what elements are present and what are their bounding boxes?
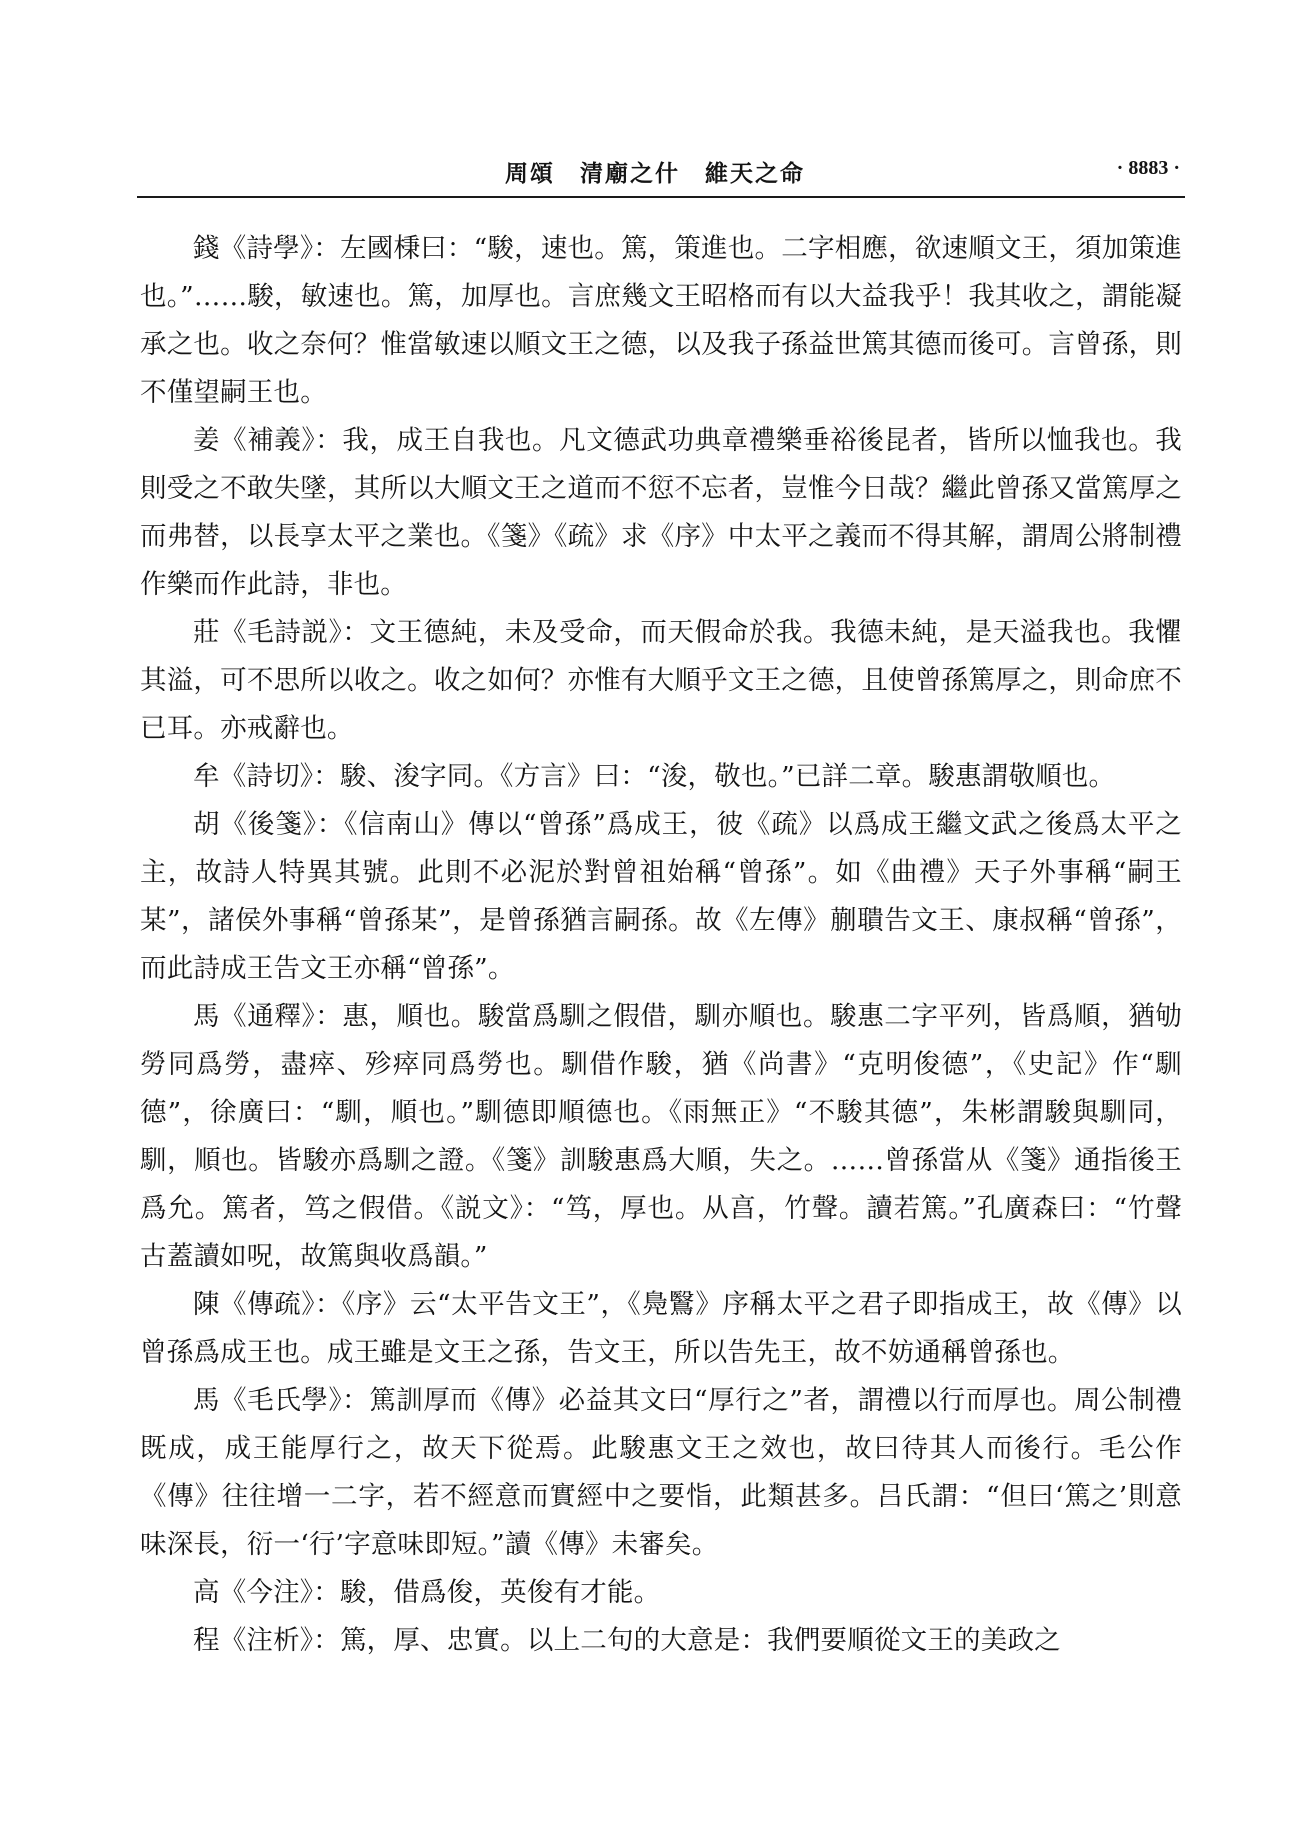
- paragraph-jiang-buyi: 姜《補義》：我，成王自我也。凡文德武功典章禮樂垂裕後昆者，皆所以恤我也。我則受之不敢失墜，其所以大順文王之道而不愆不忘者，豈惟今日哉？繼此曾孫又當篤厚之而弗替，以長享太平之業也。《箋》《疏》求《序》中太平之義而不得其解，謂周公將制禮作樂而作此詩，非也。: [140, 425, 1182, 600]
- paragraph-cheng-zhuxi: 程《注析》：篤，厚、忠實。以上二句的大意是：我們要順從文王的美政之: [193, 1625, 1061, 1656]
- paragraph-qian-shixue: 錢《詩學》：左國棅曰：“駿，速也。篤，策進也。二字相應，欲速順文王，須加策進也。”……駿，敏速也。篤，加厚也。言庶幾文王昭格而有以大益我乎！我其收之，謂能凝承之也。收之奈何？惟當敏速以順文王之德，以及我子孫益世篤其德而後可。言曾孫，則不僅望嗣王也。: [140, 233, 1182, 408]
- paragraph-chen-chuanshu: 陳《傳疏》：《序》云“太平告文王”，《鳧鷖》序稱太平之君子即指成王，故《傳》以曾孫爲成王也。成王雖是文王之孫，告文王，所以告先王，故不妨通稱曾孫也。: [140, 1289, 1182, 1368]
- paragraph-hu-houjian: 胡《後箋》：《信南山》傳以“曾孫”爲成王，彼《疏》以爲成王繼文武之後爲太平之主，故詩人特異其號。此則不必泥於對曾祖始稱“曾孫”。如《曲禮》天子外事稱“嗣王某”，諸侯外事稱“曾孫某”，是曾孫猶言嗣孫。故《左傳》蒯聵告文王、康叔稱“曾孫”，而此詩成王告文王亦稱“曾孫”。: [140, 809, 1182, 984]
- paragraph-gao-jinzhu: 高《今注》：駿，借爲俊，英俊有才能。: [193, 1577, 661, 1608]
- page-number: · 8883 ·: [1116, 157, 1180, 179]
- paragraph-ma-tongshi: 馬《通釋》：惠，順也。駿當爲馴之假借，馴亦順也。駿惠二字平列，皆爲順，猶劬勞同爲勞，盡瘁、殄瘁同爲勞也。馴借作駿，猶《尚書》“克明俊德”，《史記》作“馴德”，徐廣曰：“馴，順也。”馴德即順德也。《雨無正》“不駿其德”，朱彬謂駿與馴同，馴，順也。皆駿亦爲馴之證。《箋》訓駿惠爲大順，失之。……曾孫當从《箋》通指後王爲允。篤者，笃之假借。《説文》：“笃，厚也。从亯，竹聲。讀若篤。”孔廣森曰：“竹聲古蓋讀如呪，故篤與收爲韻。”: [140, 1001, 1182, 1272]
- paragraph-zhuang-maoshishuo: 莊《毛詩説》：文王德純，未及受命，而天假命於我。我德未純，是天溢我也。我懼其溢，可不思所以收之。收之如何？亦惟有大順乎文王之德，且使曾孫篤厚之，則命庶不已耳。亦戒辭也。: [140, 617, 1182, 744]
- running-header-title: 周頌 清廟之什 維天之命: [505, 161, 805, 187]
- paragraph-mou-shiqie: 牟《詩切》：駿、浚字同。《方言》曰：“浚，敬也。”已詳二章。駿惠謂敬順也。: [193, 761, 1116, 792]
- commentary-body: [140, 225, 1182, 1665]
- header-rule: [137, 196, 1185, 198]
- paragraph-ma-maoshixue: 馬《毛氏學》：篤訓厚而《傳》必益其文曰“厚行之”者，謂禮以行而厚也。周公制禮既成，成王能厚行之，故天下從焉。此駿惠文王之效也，故曰待其人而後行。毛公作《傳》往往增一二字，若不經意而實經中之要恉，此類甚多。吕氏謂：“但曰‘篤之’則意味深長，衍一‘行’字意味即短。”讀《傳》未審矣。: [140, 1385, 1182, 1560]
